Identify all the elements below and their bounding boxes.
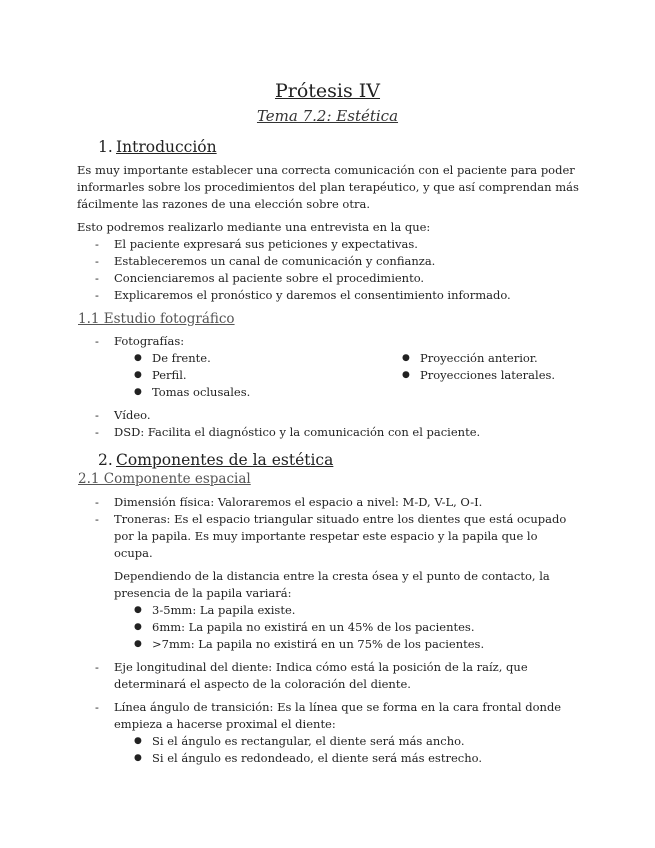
photo-study-list bbox=[77, 333, 579, 441]
intro-paragraph-text: Es muy importante establecer una correcta comunicación con el paciente para poder informarles sobre los procedimientos del plan terapéutico, y que así comprendan más fácilmente las razones de una elección sobre otra. bbox=[77, 163, 579, 211]
list-item: ● Si el ángulo es redondeado, el diente será más estrecho. bbox=[114, 750, 579, 767]
photos-columns bbox=[114, 350, 579, 401]
spatial-component-list bbox=[77, 494, 579, 767]
photos-item bbox=[77, 333, 579, 401]
linea-text: - Línea ángulo de transición: Es la línea que se forma en la cara frontal donde empieza a hacerse proximal el diente: bbox=[114, 700, 562, 731]
photos-label: - Fotografías: bbox=[114, 334, 185, 348]
list-item: ● 3-5mm: La papila existe. bbox=[114, 602, 579, 619]
troneras-detail: Dependiendo de la distancia entre la cresta ósea y el punto de contacto, la presencia de la papila variará: bbox=[114, 569, 550, 600]
section-1-title: Introducción bbox=[116, 138, 217, 156]
list-item: ● Proyección anterior. bbox=[382, 350, 582, 367]
intro-paragraph bbox=[77, 162, 579, 213]
list-item: ● Tomas oclusales. bbox=[114, 384, 384, 401]
troneras-item bbox=[77, 511, 579, 653]
section-1-1-heading: 1.1 Estudio fotográfico bbox=[78, 311, 235, 327]
papila-list bbox=[114, 602, 579, 653]
photos-right-list bbox=[382, 350, 582, 384]
list-item: ● Si el ángulo es rectangular, el diente será más ancho. bbox=[114, 733, 579, 750]
dimension-item: - Dimensión física: Valoraremos el espacio a nivel: M-D, V-L, O-I. bbox=[77, 494, 579, 511]
interview-intro bbox=[77, 219, 579, 236]
list-item: ● >7mm: La papila no existirá en un 75% de los pacientes. bbox=[114, 636, 579, 653]
section-1-number: 1. bbox=[98, 138, 113, 156]
list-item: ● Perfil. bbox=[114, 367, 384, 384]
video-item: - Vídeo. bbox=[77, 407, 579, 424]
interview-list bbox=[77, 236, 579, 304]
list-item: ● 6mm: La papila no existirá en un 45% de los pacientes. bbox=[114, 619, 579, 636]
troneras-text: - Troneras: Es el espacio triangular situado entre los dientes que está ocupado por la papila. Es muy importante respetar este espacio y la papila que lo ocupa. bbox=[114, 512, 567, 560]
photos-left-list bbox=[114, 350, 384, 401]
eje-item: - Eje longitudinal del diente: Indica cómo está la posición de la raíz, que determinará el aspecto de la coloración del diente. bbox=[77, 659, 579, 693]
dsd-item: - DSD: Facilita el diagnóstico y la comunicación con el paciente. bbox=[77, 424, 579, 441]
interview-intro-text: Esto podremos realizarlo mediante una entrevista en la que: bbox=[77, 220, 431, 234]
list-item: ● Proyecciones laterales. bbox=[382, 367, 582, 384]
list-item: - Concienciaremos al paciente sobre el procedimiento. bbox=[77, 270, 579, 287]
linea-item bbox=[77, 699, 579, 767]
document-title: Prótesis IV bbox=[274, 80, 381, 102]
list-item: ● De frente. bbox=[114, 350, 384, 367]
section-2-1-heading: 2.1 Componente espacial bbox=[78, 471, 251, 487]
list-item: - Explicaremos el pronóstico y daremos el consentimiento informado. bbox=[77, 287, 579, 304]
list-item: - Estableceremos un canal de comunicación y confianza. bbox=[77, 253, 579, 270]
linea-list bbox=[114, 733, 579, 767]
list-item: - El paciente expresará sus peticiones y expectativas. bbox=[77, 236, 579, 253]
section-2-title: Componentes de la estética bbox=[116, 451, 334, 469]
document-subtitle: Tema 7.2: Estética bbox=[256, 107, 399, 125]
section-2-number: 2. bbox=[98, 451, 113, 469]
